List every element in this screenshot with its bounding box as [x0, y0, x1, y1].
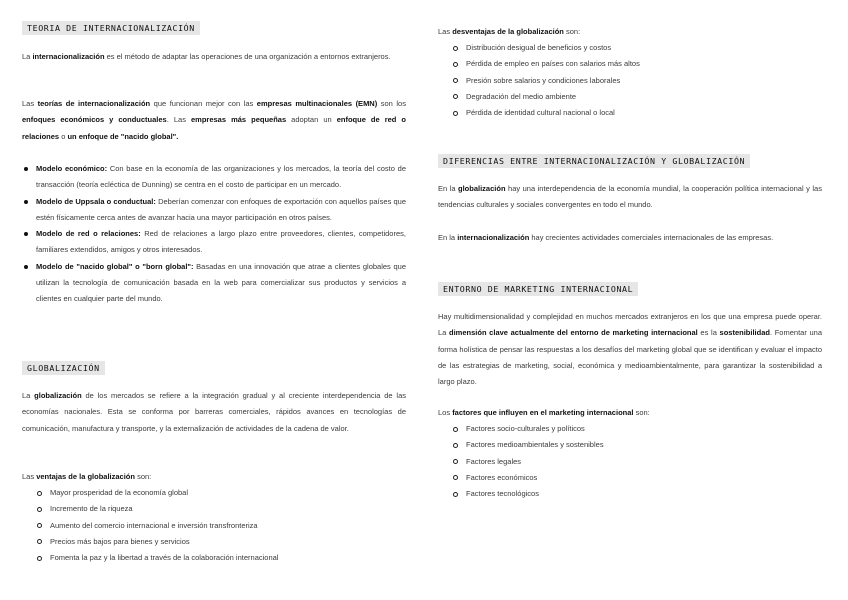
ventajas-list	[22, 485, 406, 566]
paragraph-internacionalizacion-comparison: En la internacionalización hay crecientes actividades comerciales internacionales de las empresas.	[438, 233, 774, 242]
list-item-ventaja: Precios más bajos para bienes y servicios	[22, 534, 406, 550]
paragraph-desventajas-intro: Las desventajas de la globalización son:	[438, 27, 581, 36]
list-item-factor: Factores socio-culturales y políticos	[438, 421, 822, 437]
list-item-factor: Factores tecnológicos	[438, 486, 822, 502]
heading-entorno-marketing: ENTORNO DE MARKETING INTERNACIONAL	[438, 282, 638, 296]
list-item-desventaja: Pérdida de identidad cultural nacional o local	[438, 105, 822, 121]
list-item-model: Modelo de red o relaciones: Red de relaciones a largo plazo entre proveedores, clientes, competidores, familiares extendidos, amigos y otros interesados.	[22, 226, 406, 259]
list-item-desventaja: Distribución desigual de beneficios y costos	[438, 40, 822, 56]
list-item-desventaja: Pérdida de empleo en países con salarios más altos	[438, 56, 822, 72]
list-item-ventaja: Aumento del comercio internacional e inversión transfronteriza	[22, 518, 406, 534]
heading-globalizacion: GLOBALIZACIÓN	[22, 361, 105, 375]
paragraph-globalizacion-definition: La globalización de los mercados se refiere a la integración gradual y al creciente interdependencia de las economías nacionales. Esta se conforma por barreras comerciales, rápidos avances en tecnologías de comunicación, manufactura y transporte, y la externalización de actividades de la cadena de valor.	[22, 391, 406, 433]
heading-teoria-internacionalizacion: TEORIA DE INTERNACIONALIZACIÓN	[22, 21, 200, 35]
paragraph-factores-intro: Los factores que influyen en el marketing internacional son:	[438, 408, 650, 417]
paragraph-teorias: Las teorías de internacionalización que funcionan mejor con las empresas multinacionales (EMN) son los enfoques económicos y conductuales. Las empresas más pequeñas adoptan un enfoque de red o relaciones o un enfoque de "nacido global".	[22, 99, 406, 141]
list-item-model: Modelo de Uppsala o conductual: Deberían comenzar con enfoques de exportación con aquellos países que estén físicamente cerca antes de avanzar hacia una mayor participación en otros países.	[22, 194, 406, 227]
paragraph-entorno: Hay multidimensionalidad y complejidad en muchos mercados extranjeros en los que una empresa puede operar. La dimensión clave actualmente del entorno de marketing internacional es la sostenibilidad. Fomentar una forma holística de pensar las respuestas a los desafíos del marketing global que se identifican y evaluar el impacto de las estrategias de marketing, social, económica y medioambientalmente, para garantizar la sostenibilidad a largo plazo.	[438, 312, 822, 387]
models-list	[22, 161, 406, 308]
factores-list	[438, 421, 822, 502]
list-item-factor: Factores medioambientales y sostenibles	[438, 437, 822, 453]
paragraph-ventajas-intro: Las ventajas de la globalización son:	[22, 472, 152, 481]
heading-diferencias: DIFERENCIAS ENTRE INTERNACIONALIZACIÓN Y GLOBALIZACIÓN	[438, 154, 750, 168]
list-item-desventaja: Presión sobre salarios y condiciones laborales	[438, 73, 822, 89]
list-item-ventaja: Mayor prosperidad de la economía global	[22, 485, 406, 501]
list-item-ventaja: Incremento de la riqueza	[22, 501, 406, 517]
list-item-model: Modelo de "nacido global" o "born global": Basadas en una innovación que atrae a clientes globales que utilizan la tecnología de comunicación basada en la web para comercializar sus productos y servicios a clientes en cualquier parte del mundo.	[22, 259, 406, 308]
desventajas-list	[438, 40, 822, 121]
list-item-factor: Factores económicos	[438, 470, 822, 486]
list-item-factor: Factores legales	[438, 454, 822, 470]
paragraph-internacionalizacion-definition: La internacionalización es el método de adaptar las operaciones de una organización a entornos extranjeros.	[22, 52, 391, 61]
list-item-model: Modelo económico: Con base en la economía de las organizaciones y los mercados, la teoría del costo de transacción (teoría ecléctica de Dunning) se centra en el costo de participar en un mercado.	[22, 161, 406, 194]
list-item-desventaja: Degradación del medio ambiente	[438, 89, 822, 105]
paragraph-globalizacion-comparison: En la globalización hay una interdependencia de la economía mundial, la cooperación política internacional y las tendencias culturales y sociales convergentes en todo el mundo.	[438, 184, 822, 210]
list-item-ventaja: Fomenta la paz y la libertad a través de la colaboración internacional	[22, 550, 406, 566]
